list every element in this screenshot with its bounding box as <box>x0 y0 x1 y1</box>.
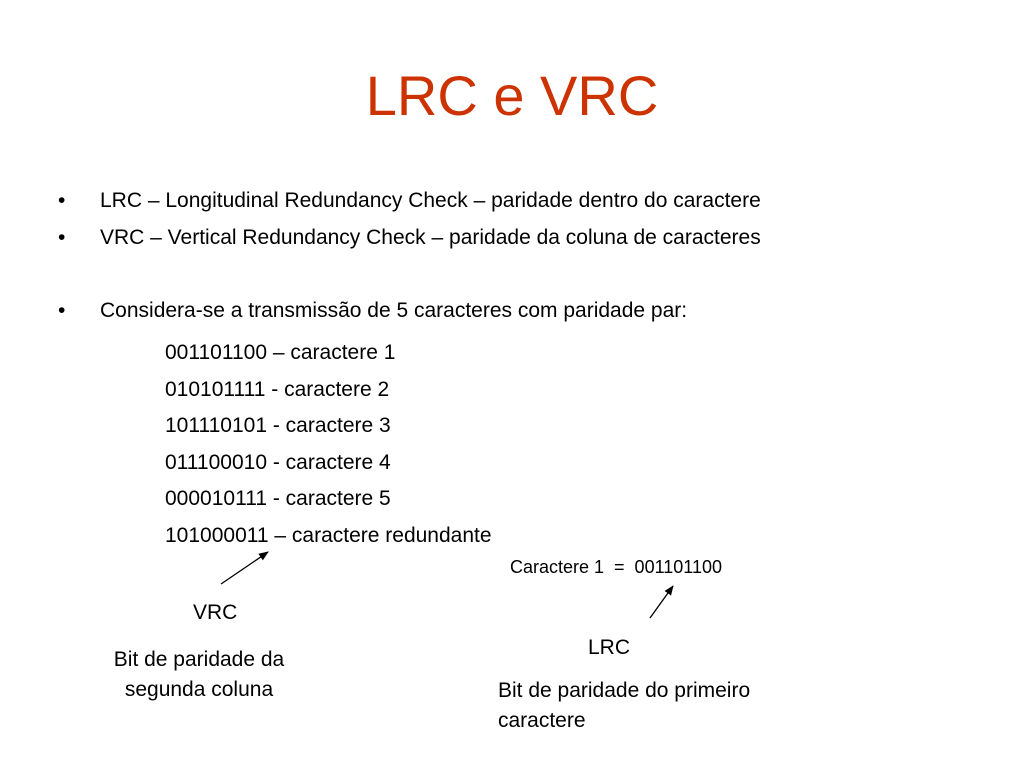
bullet-marker: • <box>58 226 66 249</box>
redundant-character-item: 101000011 – caractere redundante <box>165 523 492 547</box>
bullet-marker: • <box>58 299 66 322</box>
character-item: 000010111 - caractere 5 <box>165 487 391 511</box>
bullet-vrc-definition <box>58 225 761 251</box>
lrc-description: Bit de paridade do primeiro caractere <box>498 679 751 732</box>
bullet-lrc-definition <box>58 188 761 214</box>
character-item: 011100010 - caractere 4 <box>165 450 391 474</box>
character-item: 001101100 – caractere 1 <box>165 341 396 364</box>
bullet-text: LRC – Longitudinal Redundancy Check – paridade dentro do caractere <box>100 189 761 212</box>
bullet-transmission <box>58 298 687 324</box>
vrc-label: VRC <box>193 601 238 624</box>
lrc-label: LRC <box>588 636 631 659</box>
character-item: 101110101 - caractere 3 <box>165 414 391 438</box>
lrc-arrow <box>650 586 673 618</box>
lrc-example: Caractere 1 = 001101100 <box>510 557 722 577</box>
bullet-marker: • <box>58 189 66 212</box>
bullet-text: VRC – Vertical Redundancy Check – paridade da coluna de caracteres <box>100 226 761 249</box>
character-item: 010101111 - caractere 2 <box>165 377 390 401</box>
character-list <box>165 335 492 555</box>
bullet-text: Considera-se a transmissão de 5 caracteres com paridade par: <box>100 299 688 322</box>
vrc-description: Bit de paridade da segunda coluna <box>113 648 285 701</box>
vrc-arrow <box>221 552 268 584</box>
slide-title: LRC e VRC <box>365 64 659 127</box>
